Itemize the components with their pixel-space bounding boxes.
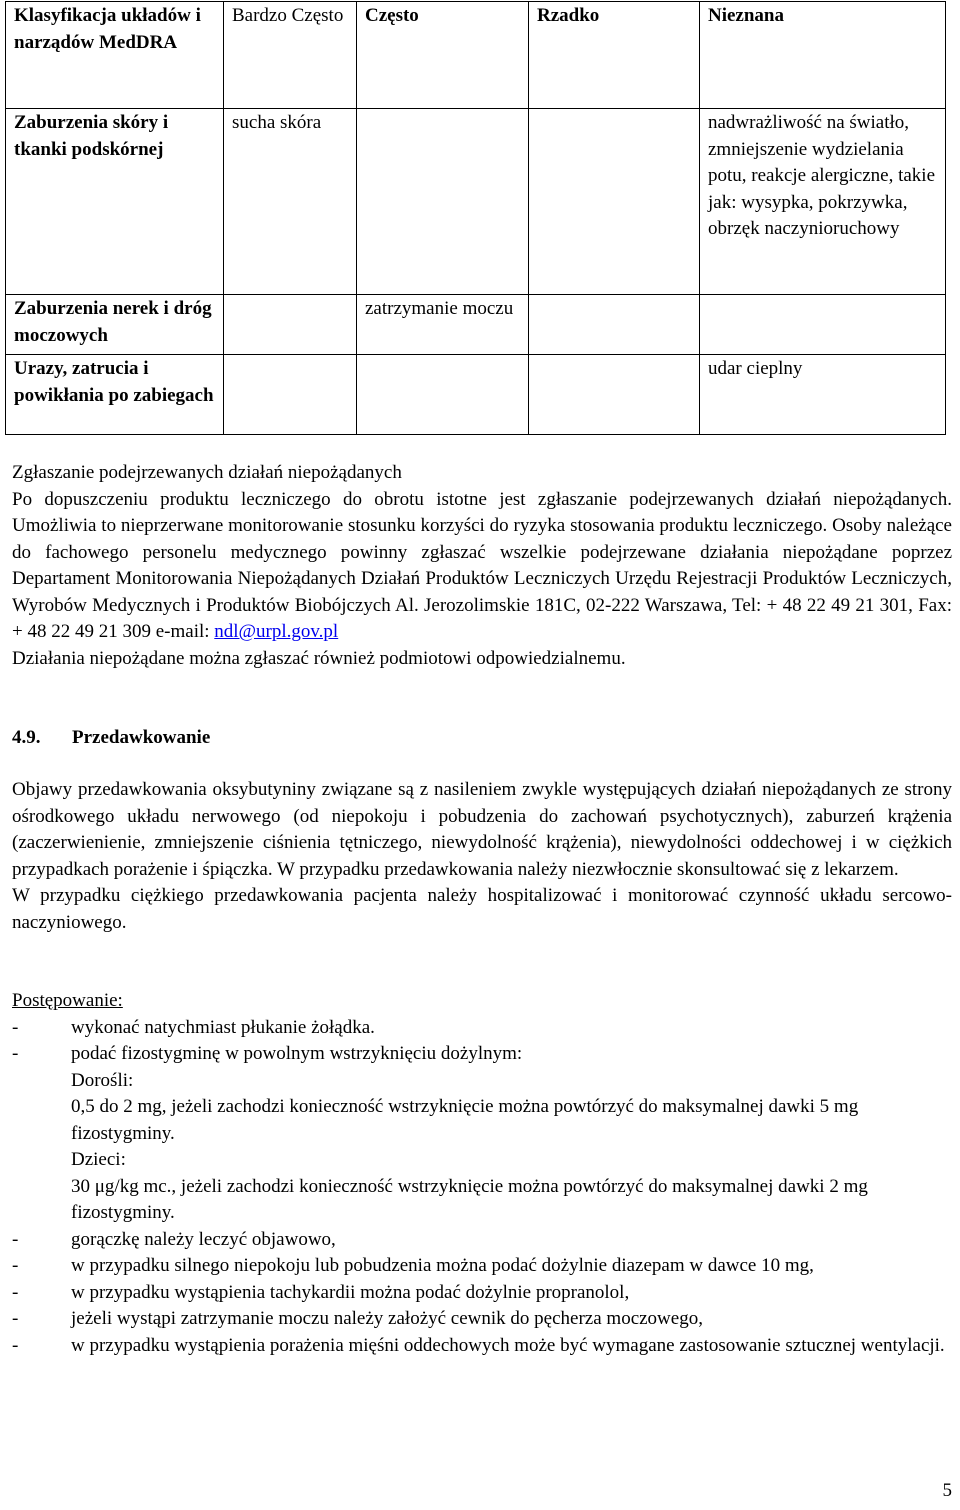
header-common: Często — [357, 2, 529, 109]
list-item: - gorączkę należy leczyć objawowo, — [12, 1228, 336, 1250]
header-soc: Klasyfikacja układów i narządów MedDRA — [6, 2, 224, 109]
procedure-list — [12, 1015, 952, 1360]
cell-common: zatrzymanie moczu — [357, 295, 529, 355]
procedure-label: Postępowanie: — [12, 990, 123, 1011]
children-label: Dzieci: — [71, 1149, 126, 1170]
table-row — [6, 355, 946, 435]
header-unknown: Nieznana — [700, 2, 946, 109]
overdose-paragraph: Objawy przedawkowania oksybutyniny związane są z nasileniem zwykle występujących działań niepożądanych ze strony ośrodkowego układu nerwowego (od niepokoju i pobudzenia do zachowań psychotycznych), zaburzeń krążenia (zaczerwienienie, zmniejszenie ciśnienia tętniczego, niewydolność krążenia), niewydolności oddechowej i w ciężkich przypadkach porażenie i śpiączka. W przypadku przedawkowania należy niezwłocznie skonsultować się z lekarzem. — [12, 779, 952, 880]
cell-common — [357, 355, 529, 435]
section-title: Przedawkowanie — [72, 727, 211, 748]
cell-very-common — [224, 295, 357, 355]
reporting-note: Działania niepożądane można zgłaszać również podmiotowi odpowiedzialnemu. — [12, 647, 626, 669]
header-rare: Rzadko — [529, 2, 700, 109]
reporting-text: Po dopuszczeniu produktu leczniczego do obrotu istotne jest zgłaszanie podejrzewanych działań niepożądanych. Umożliwia to nieprzerwane monitorowanie stosunku korzyści do ryzyka stosowania produktu leczniczego. Osoby należące do fachowego personelu medycznego powinny zgłaszać wszelkie podejrzewane działania niepożądane poprzez Departament Monitorowania Niepożądanych Działań Produktów Leczniczych Urzędu Rejestracji Produktów Leczniczych, Wyrobów Medycznych i Produktów Biobójczych Al. Jerozolimskie 181C, 02-222 Warszawa, Tel: + 48 22 49 21 301, Fax: + 48 22 49 21 309 e-mail: — [12, 488, 952, 642]
list-item: - jeżeli wystąpi zatrzymanie moczu należy założyć cewnik do pęcherza moczowego, — [12, 1308, 703, 1329]
row-soc: Zaburzenia skóry i tkanki podskórnej — [6, 109, 224, 295]
procedure-section — [12, 988, 952, 1359]
cell-rare — [529, 295, 700, 355]
list-item: - podać fizostygminę w powolnym wstrzyknięciu dożylnym: Dorośli: 0,5 do 2 mg, jeżeli zachodzi konieczność wstrzyknięcie można powtórzyć do maksymalnej dawki 5 mg fizostygminy. Dzieci: 30 μg/kg mc., jeżeli zachodzi konieczność wstrzyknięcie można powtórzyć do maksymalnej dawki 2 mg fizostygminy. — [12, 1041, 952, 1227]
reporting-paragraph — [12, 487, 952, 646]
cell-very-common — [224, 355, 357, 435]
cell-very-common: sucha skóra — [224, 109, 357, 295]
row-soc: Zaburzenia nerek i dróg moczowych — [6, 295, 224, 355]
adults-label: Dorośli: — [71, 1069, 134, 1091]
cell-unknown: nadwrażliwość na światło, zmniejszenie wydzielania potu, reakcje alergiczne, takie jak: wysypka, pokrzywka, obrzęk naczynioruchowy — [700, 109, 946, 295]
header-very-common: Bardzo Często — [224, 2, 357, 109]
table-row — [6, 295, 946, 355]
email-link[interactable]: ndl@urpl.gov.pl — [214, 621, 339, 642]
page-number: 5 — [942, 1480, 952, 1501]
reporting-heading: Zgłaszanie podejrzewanych działań niepożądanych — [12, 462, 402, 483]
row-soc: Urazy, zatrucia i powikłania po zabiegach — [6, 355, 224, 435]
reporting-section — [12, 460, 952, 672]
overdose-description — [12, 777, 952, 936]
cell-common — [357, 109, 529, 295]
table-row — [6, 109, 946, 295]
overdose-paragraph: W przypadku ciężkiego przedawkowania pacjenta należy hospitalizować i monitorować czynność układu sercowo-naczyniowego. — [12, 885, 952, 933]
section-heading — [12, 725, 952, 752]
list-item: - w przypadku wystąpienia tachykardii można podać dożylnie propranolol, — [12, 1281, 630, 1303]
table-header-row — [6, 2, 946, 109]
list-item: - w przypadku silnego niepokoju lub pobudzenia można podać dożylnie diazepam w dawce 10 mg, — [12, 1255, 814, 1276]
cell-unknown: udar cieplny — [700, 355, 946, 435]
adults-dose: 0,5 do 2 mg, jeżeli zachodzi konieczność wstrzyknięcie można powtórzyć do maksymalnej dawki 5 mg fizostygminy. — [71, 1096, 859, 1144]
cell-rare — [529, 109, 700, 295]
section-number: 4.9. — [12, 727, 41, 748]
list-item: - w przypadku wystąpienia porażenia mięśni oddechowych może być wymagane zastosowanie sztucznej wentylacji. — [12, 1334, 945, 1356]
children-dose: 30 μg/kg mc., jeżeli zachodzi konieczność wstrzyknięcie można powtórzyć do maksymalnej dawki 2 mg fizostygminy. — [71, 1175, 868, 1223]
adverse-effects-table — [5, 1, 946, 435]
list-item: - wykonać natychmiast płukanie żołądka. — [12, 1016, 375, 1038]
cell-unknown — [700, 295, 946, 355]
cell-rare — [529, 355, 700, 435]
